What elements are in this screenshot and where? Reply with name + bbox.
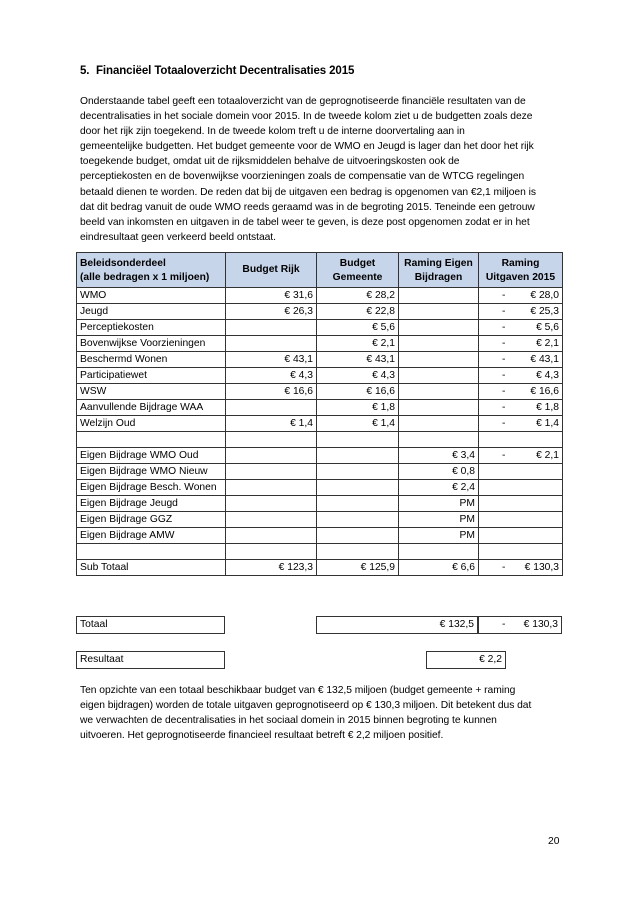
cell-budget-rijk: € 31,6 (226, 288, 317, 304)
cell-beleidsonderdeel: Aanvullende Bijdrage WAA (77, 400, 226, 416)
cell-raming-eigen: PM (399, 528, 479, 544)
cell-beleidsonderdeel: Eigen Bijdrage GGZ (77, 512, 226, 528)
table-row (77, 544, 563, 560)
cell-raming-uitgaven (479, 368, 563, 384)
intro-line: perceptiekosten en de bovenwijkse voorzieningen zoals de compensatie van de WTCG regelingen (80, 171, 525, 183)
cell-budget-gemeente: € 1,8 (317, 400, 399, 416)
intro-line: betaald dienen te worden. De reden dat bij de uitgaven een bedrag is opgenomen van €2,1 miljoen is (80, 186, 536, 198)
header-raming-uitgaven: Raming Uitgaven 2015 (479, 253, 563, 288)
intro-line: eindresultaat geen verkeerd beeld ontstaat. (80, 231, 276, 243)
table-row (77, 336, 563, 352)
header-budget-rijk: Budget Rijk (226, 253, 317, 288)
cell-budget-rijk: € 1,4 (226, 416, 317, 432)
cell-budget-gemeente (317, 544, 399, 560)
conclusion-line: uitvoeren. Het geprognotiseerde financieel resultaat betreft € 2,2 miljoen positief. (80, 730, 444, 742)
cell-budget-gemeente: € 22,8 (317, 304, 399, 320)
cell-budget-rijk (226, 528, 317, 544)
cell-beleidsonderdeel: Eigen Bijdrage WMO Oud (77, 448, 226, 464)
cell-raming-uitgaven (479, 336, 563, 352)
cell-raming-eigen: € 3,4 (399, 448, 479, 464)
cell-budget-rijk (226, 496, 317, 512)
intro-line: door het rijk zijn toegekend. In de tweede kolom treft u de interne doorvertaling aan in (80, 126, 465, 138)
cell-raming-eigen (399, 304, 479, 320)
header-raming-eigen-bijdragen: Raming Eigen Bijdragen (399, 253, 479, 288)
intro-paragraph (80, 94, 562, 245)
table-row (77, 400, 563, 416)
cell-budget-gemeente: € 2,1 (317, 336, 399, 352)
cell-raming-uitgaven (479, 528, 563, 544)
totaal-dash: - (502, 619, 506, 630)
cell-dash: - (502, 370, 506, 381)
cell-dash: - (502, 562, 506, 573)
table-row (77, 288, 563, 304)
cell-dash: - (502, 402, 506, 413)
cell-beleidsonderdeel: Jeugd (77, 304, 226, 320)
cell-uitgaven-value: € 16,6 (530, 386, 559, 397)
cell-raming-uitgaven (479, 288, 563, 304)
cell-raming-uitgaven (479, 352, 563, 368)
cell-raming-eigen (399, 544, 479, 560)
cell-raming-eigen (399, 400, 479, 416)
cell-uitgaven-value: € 5,6 (536, 322, 559, 333)
cell-raming-uitgaven (479, 416, 563, 432)
cell-uitgaven-value: € 1,8 (536, 402, 559, 413)
section-number: 5. (80, 65, 90, 77)
cell-budget-gemeente: € 4,3 (317, 368, 399, 384)
cell-raming-uitgaven (479, 320, 563, 336)
cell-raming-uitgaven (479, 464, 563, 480)
cell-budget-gemeente: € 43,1 (317, 352, 399, 368)
cell-beleidsonderdeel: Bovenwijkse Voorzieningen (77, 336, 226, 352)
cell-budget-gemeente (317, 496, 399, 512)
table-row (77, 496, 563, 512)
cell-budget-gemeente (317, 464, 399, 480)
table-row (77, 448, 563, 464)
cell-raming-uitgaven (479, 432, 563, 448)
cell-uitgaven-value: € 2,1 (536, 450, 559, 461)
cell-beleidsonderdeel (77, 544, 226, 560)
cell-dash: - (502, 306, 506, 317)
totaal-inkomsten: € 132,5 (316, 616, 478, 634)
cell-uitgaven-value: € 25,3 (530, 306, 559, 317)
cell-budget-gemeente (317, 528, 399, 544)
cell-raming-eigen (399, 368, 479, 384)
table-row (77, 512, 563, 528)
section-heading (80, 65, 354, 77)
cell-dash: - (502, 386, 506, 397)
cell-dash: - (502, 450, 506, 461)
cell-beleidsonderdeel: WSW (77, 384, 226, 400)
cell-budget-rijk (226, 320, 317, 336)
cell-uitgaven-value: € 2,1 (536, 338, 559, 349)
cell-raming-uitgaven (479, 512, 563, 528)
cell-raming-eigen: PM (399, 512, 479, 528)
table-row (77, 432, 563, 448)
cell-dash: - (502, 338, 506, 349)
cell-uitgaven-value: € 130,3 (524, 562, 559, 573)
cell-budget-rijk: € 4,3 (226, 368, 317, 384)
table-row (77, 560, 563, 576)
cell-raming-eigen (399, 432, 479, 448)
budget-table (76, 252, 563, 576)
header-beleidsonderdeel: Beleidsonderdeel (alle bedragen x 1 miljoen) (77, 253, 226, 288)
cell-raming-eigen: PM (399, 496, 479, 512)
cell-budget-gemeente: € 1,4 (317, 416, 399, 432)
cell-dash: - (502, 322, 506, 333)
page-number: 20 (548, 836, 560, 847)
conclusion-line: we verwachten de decentralisaties in het sociaal domein in 2015 binnen begroting te kunnen (80, 715, 497, 727)
cell-raming-uitgaven (479, 560, 563, 576)
table-row (77, 304, 563, 320)
cell-beleidsonderdeel: Eigen Bijdrage WMO Nieuw (77, 464, 226, 480)
cell-budget-gemeente (317, 512, 399, 528)
table-row (77, 320, 563, 336)
cell-raming-eigen (399, 416, 479, 432)
cell-budget-gemeente: € 125,9 (317, 560, 399, 576)
table-row (77, 384, 563, 400)
cell-beleidsonderdeel: Sub Totaal (77, 560, 226, 576)
cell-beleidsonderdeel: Welzijn Oud (77, 416, 226, 432)
cell-raming-eigen (399, 336, 479, 352)
table-row (77, 480, 563, 496)
cell-raming-eigen: € 0,8 (399, 464, 479, 480)
cell-raming-eigen (399, 384, 479, 400)
cell-beleidsonderdeel: Perceptiekosten (77, 320, 226, 336)
cell-budget-rijk (226, 448, 317, 464)
table-row (77, 464, 563, 480)
table-row (77, 416, 563, 432)
cell-dash: - (502, 354, 506, 365)
cell-raming-uitgaven (479, 544, 563, 560)
cell-budget-rijk: € 26,3 (226, 304, 317, 320)
cell-beleidsonderdeel: Eigen Bijdrage Jeugd (77, 496, 226, 512)
cell-dash: - (502, 418, 506, 429)
cell-budget-gemeente (317, 480, 399, 496)
cell-raming-eigen (399, 352, 479, 368)
cell-budget-rijk (226, 544, 317, 560)
table-row (77, 352, 563, 368)
cell-dash: - (502, 290, 506, 301)
conclusion-line: eigen bijdragen) worden de totale uitgaven geprognotiseerd op € 130,3 miljoen. Dit betekent dus dat (80, 700, 532, 712)
cell-uitgaven-value: € 4,3 (536, 370, 559, 381)
cell-budget-rijk (226, 464, 317, 480)
cell-budget-rijk (226, 400, 317, 416)
cell-raming-uitgaven (479, 480, 563, 496)
cell-budget-rijk (226, 512, 317, 528)
resultaat-label: Resultaat (76, 651, 225, 669)
cell-uitgaven-value: € 1,4 (536, 418, 559, 429)
totaal-uitgaven: - € 130,3 (478, 616, 562, 634)
cell-raming-uitgaven (479, 384, 563, 400)
conclusion-paragraph (80, 683, 562, 743)
cell-raming-eigen (399, 288, 479, 304)
table-row (77, 528, 563, 544)
intro-line: toegekende budget, omdat uit de rijksmiddelen behalve de uitvoeringskosten ook de (80, 156, 460, 168)
cell-budget-rijk (226, 336, 317, 352)
cell-beleidsonderdeel: Eigen Bijdrage AMW (77, 528, 226, 544)
intro-line: beeld van inkomsten en uitgaven in de tabel weer te geven, is deze post opgenomen zodat er in het (80, 216, 530, 228)
cell-uitgaven-value: € 28,0 (530, 290, 559, 301)
resultaat-row (76, 651, 562, 669)
table-row (77, 368, 563, 384)
cell-beleidsonderdeel: Participatiewet (77, 368, 226, 384)
cell-budget-rijk: € 43,1 (226, 352, 317, 368)
cell-raming-eigen: € 2,4 (399, 480, 479, 496)
header-budget-gemeente: Budget Gemeente (317, 253, 399, 288)
cell-budget-rijk: € 16,6 (226, 384, 317, 400)
cell-budget-gemeente (317, 448, 399, 464)
cell-raming-uitgaven (479, 400, 563, 416)
cell-raming-uitgaven (479, 496, 563, 512)
section-title: Financiëel Totaaloverzicht Decentralisaties 2015 (96, 65, 355, 77)
cell-raming-eigen (399, 320, 479, 336)
cell-budget-rijk (226, 432, 317, 448)
cell-budget-gemeente: € 16,6 (317, 384, 399, 400)
intro-line: dat dit bedrag vanuit de oude WMO reeds geraamd was in de begroting 2015. Teneinde een getrouw (80, 201, 535, 213)
cell-raming-uitgaven (479, 448, 563, 464)
cell-beleidsonderdeel (77, 432, 226, 448)
cell-budget-gemeente (317, 432, 399, 448)
cell-budget-gemeente: € 5,6 (317, 320, 399, 336)
intro-line: decentralisaties in het sociale domein voor 2015. In de tweede kolom ziet u de budgetten zoals deze (80, 111, 533, 123)
totaal-row (76, 616, 562, 634)
cell-raming-uitgaven (479, 304, 563, 320)
totaal-label: Totaal (76, 616, 225, 634)
conclusion-line: Ten opzichte van een totaal beschikbaar budget van € 132,5 miljoen (budget gemeente + raming (80, 685, 516, 696)
cell-budget-rijk (226, 480, 317, 496)
intro-line: gemeentelijke budgetten. Het budget gemeente voor de WMO en Jeugd is lager dan het door het rijk (80, 141, 534, 153)
resultaat-value: € 2,2 (426, 651, 506, 669)
cell-uitgaven-value: € 43,1 (530, 354, 559, 365)
cell-beleidsonderdeel: WMO (77, 288, 226, 304)
intro-line: Onderstaande tabel geeft een totaaloverzicht van de geprognotiseerde financiële resultaten van de (80, 96, 526, 107)
cell-beleidsonderdeel: Beschermd Wonen (77, 352, 226, 368)
cell-raming-eigen: € 6,6 (399, 560, 479, 576)
table-header-row (77, 253, 563, 288)
cell-budget-rijk: € 123,3 (226, 560, 317, 576)
cell-budget-gemeente: € 28,2 (317, 288, 399, 304)
cell-beleidsonderdeel: Eigen Bijdrage Besch. Wonen (77, 480, 226, 496)
